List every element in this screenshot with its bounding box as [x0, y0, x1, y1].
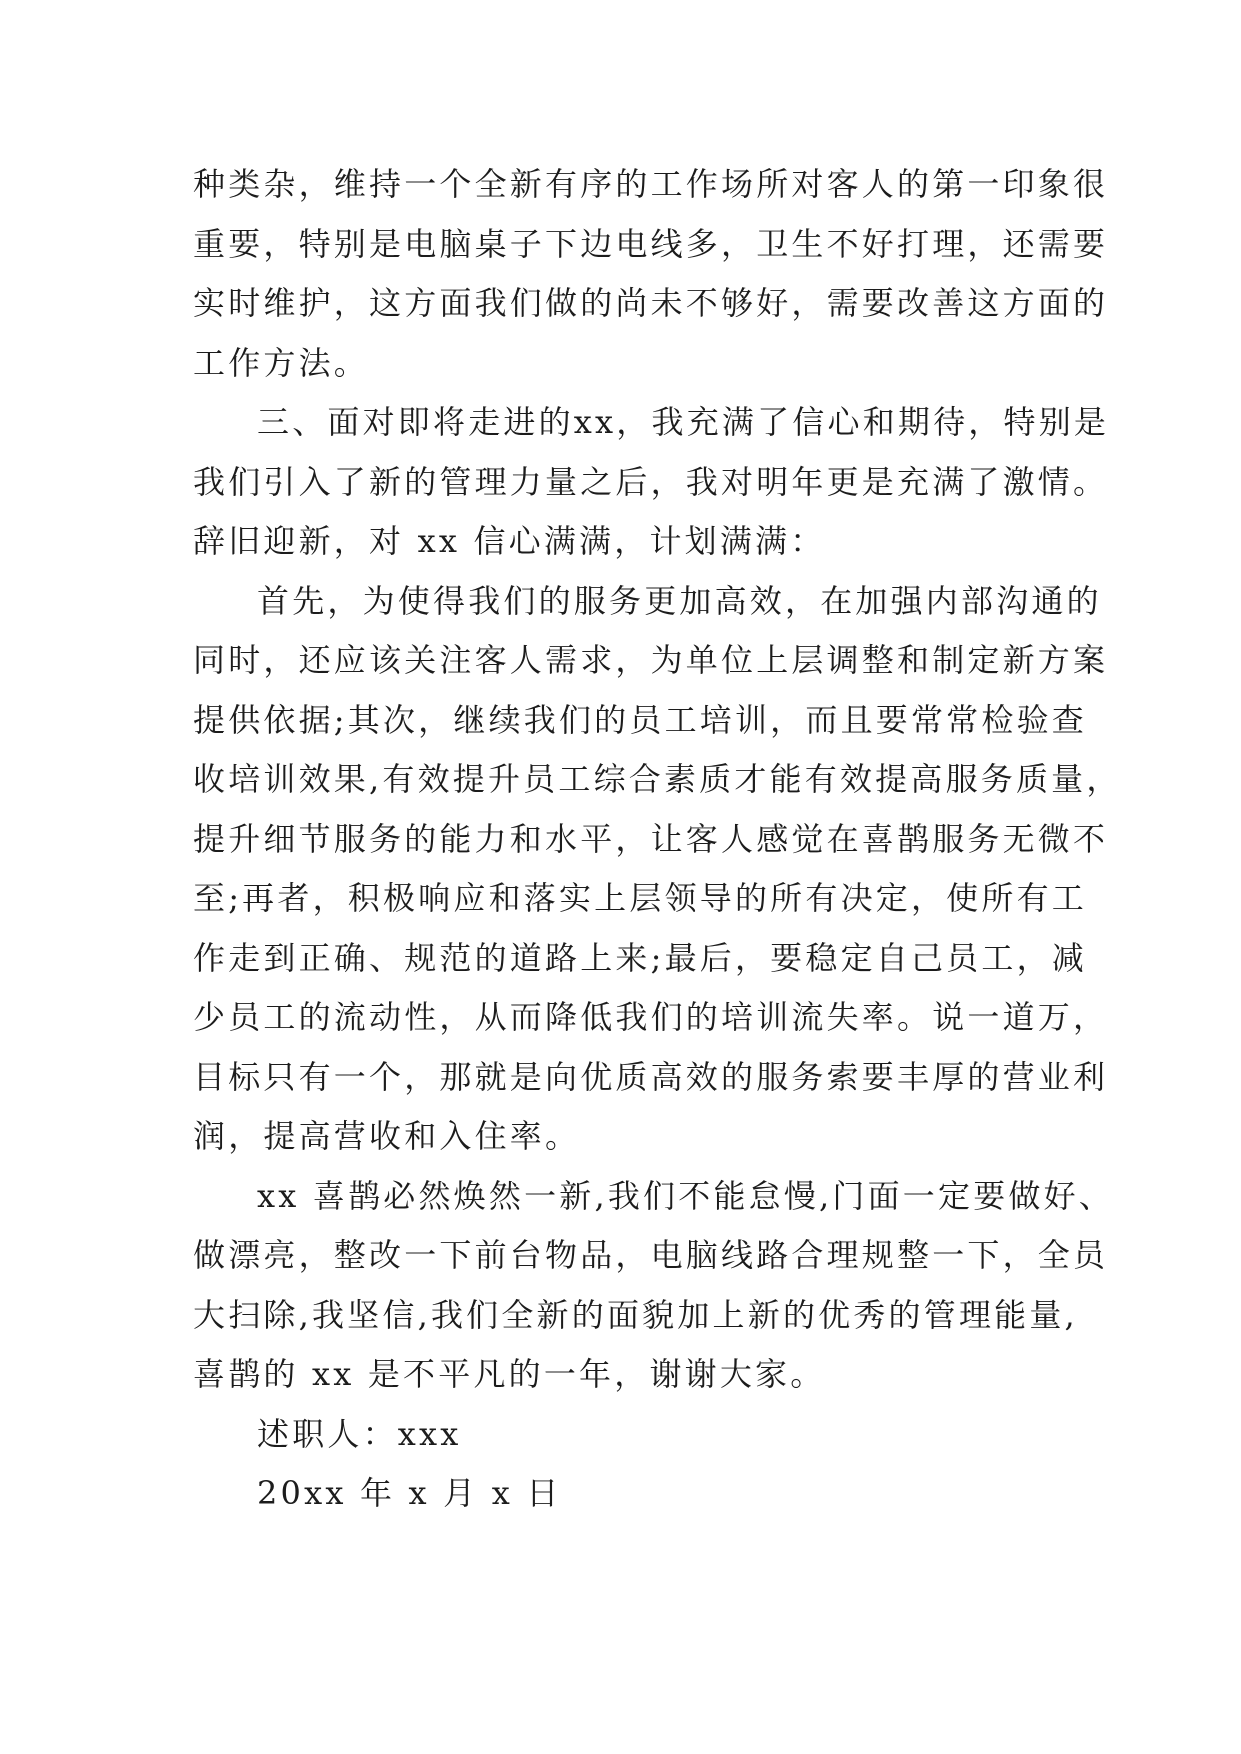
text-line: 述职人：xxx: [257, 1414, 462, 1453]
text-line: 同时，还应该关注客人需求，为单位上层调整和制定新方案: [193, 641, 1109, 679]
text-line: 大扫除,我坚信,我们全新的面貌加上新的优秀的管理能量,: [193, 1295, 1078, 1334]
text-line: xx 喜鹊必然焕然一新,我们不能怠慢,门面一定要做好、: [257, 1176, 1115, 1215]
text-line: 20xx 年 x 月 x 日: [257, 1474, 562, 1512]
text-line: 工作方法。: [193, 343, 370, 382]
text-line: 三、面对即将走进的xx，我充满了信心和期待，特别是: [257, 403, 1110, 441]
text-line: 润，提高营收和入住率。: [193, 1117, 581, 1155]
text-line: 提供依据;其次，继续我们的员工培训，而且要常常检验查: [193, 700, 1087, 739]
text-line: 实时维护，这方面我们做的尚未不够好，需要改善这方面的: [193, 284, 1109, 322]
text-line: 少员工的流动性，从而降低我们的培训流失率。说一道万，: [193, 998, 1109, 1036]
text-line: 首先，为使得我们的服务更加高效，在加强内部沟通的: [257, 581, 1102, 620]
text-line: 辞旧迎新，对 xx 信心满满，计划满满：: [193, 522, 826, 560]
document-body: [193, 155, 1122, 1524]
text-line: 至;再者，积极响应和落实上层领导的所有决定，使所有工: [193, 879, 1087, 917]
text-line: 提升细节服务的能力和水平，让客人感觉在喜鹊服务无微不: [193, 819, 1109, 858]
text-line: 种类杂，维持一个全新有序的工作场所对客人的第一印象很: [193, 165, 1109, 203]
text-line: 收培训效果,有效提升员工综合素质才能有效提高服务质量，: [193, 760, 1122, 798]
text-line: 喜鹊的 xx 是不平凡的一年，谢谢大家。: [193, 1355, 826, 1393]
text-line: 做漂亮，整改一下前台物品，电脑线路合理规整一下，全员: [193, 1236, 1109, 1274]
text-line: 目标只有一个，那就是向优质高效的服务索要丰厚的营业利: [193, 1057, 1109, 1096]
text-line: 重要，特别是电脑桌子下边电线多，卫生不好打理，还需要: [193, 224, 1109, 263]
text-line: 我们引入了新的管理力量之后，我对明年更是充满了激情。: [193, 462, 1109, 501]
text-line: 作走到正确、规范的道路上来;最后，要稳定自己员工，减: [193, 938, 1087, 977]
